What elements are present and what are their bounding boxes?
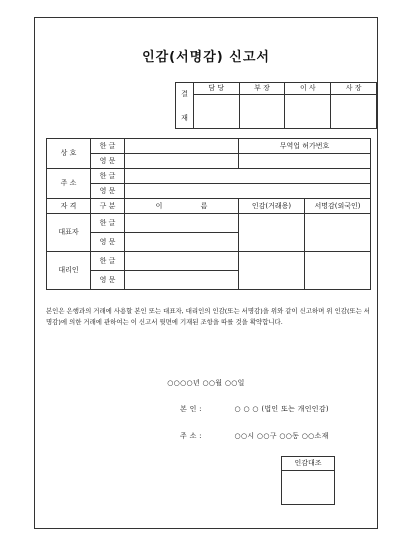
seal-check-box[interactable] <box>281 456 335 505</box>
approval-stamp-director[interactable] <box>285 95 331 129</box>
address-korean-field[interactable] <box>125 169 371 184</box>
agent-signature-field[interactable] <box>305 252 371 290</box>
approval-label-bottom: 재 <box>181 113 188 122</box>
license-number-label: 무역업 허가번호 <box>239 139 371 154</box>
form-title: 인감(서명감) 신고서 <box>142 50 270 65</box>
trade-name-label: 상 호 <box>47 139 91 169</box>
agent-seal-field[interactable] <box>239 252 305 290</box>
approval-col-manager: 부 장 <box>239 83 285 95</box>
approval-col-director: 이 사 <box>285 83 331 95</box>
address-korean-label: 한 글 <box>91 169 125 184</box>
submission-date: ○○○○년 ○○월 ○○일 <box>167 379 245 387</box>
address-english-label: 영 문 <box>91 184 125 199</box>
approval-label-top: 결 <box>181 89 188 98</box>
representative-english-label: 영 문 <box>91 233 125 252</box>
trade-name-korean-field[interactable] <box>125 139 239 154</box>
license-number-field[interactable] <box>239 154 371 169</box>
principal-label: 본 인 : <box>180 405 202 413</box>
signer-address-label: 주 소 : <box>180 432 202 440</box>
address-english-field[interactable] <box>125 184 371 199</box>
consent-notice: 본인은 은행과의 거래에 사용할 본인 또는 대표자, 대리인의 인감(또는 서명감)을 위와 같이 신고하며 위 인감(또는 서명감)에 의한 거래에 관하여는 이 신고서 뒷면에 기재된 조항을 따를 것을 확약합니다. <box>46 307 370 326</box>
seal-check-label: 인감대조 <box>282 457 334 471</box>
approval-col-staff: 담 당 <box>193 83 239 95</box>
agent-english-name-field[interactable] <box>125 271 239 290</box>
representative-seal-field[interactable] <box>239 214 305 252</box>
signer-address-value: ○○시 ○○구 ○○동 ○○소재 <box>234 432 329 440</box>
trade-name-english-field[interactable] <box>125 154 239 169</box>
signer-address-line <box>180 431 329 441</box>
approval-side-label <box>176 83 194 129</box>
trade-name-korean-label: 한 글 <box>91 139 125 154</box>
registration-table <box>46 138 371 290</box>
agent-label: 대리인 <box>47 252 91 290</box>
approval-col-president: 사 장 <box>331 83 377 95</box>
seal-trade-header: 인감(거래용) <box>239 199 305 214</box>
trade-name-english-label: 영 문 <box>91 154 125 169</box>
agent-korean-label: 한 글 <box>91 252 125 271</box>
approval-stamp-president[interactable] <box>331 95 377 129</box>
report-form-page <box>34 17 378 529</box>
approval-stamp-manager[interactable] <box>239 95 285 129</box>
principal-line <box>180 404 329 414</box>
address-label: 주 소 <box>47 169 91 199</box>
principal-value: ○ ○ ○ (법인 또는 개인인감) <box>234 405 329 413</box>
agent-english-label: 영 문 <box>91 271 125 290</box>
representative-korean-label: 한 글 <box>91 214 125 233</box>
signature-foreign-header: 서명감(외국인) <box>305 199 371 214</box>
agent-korean-name-field[interactable] <box>125 252 239 271</box>
representative-english-name-field[interactable] <box>125 233 239 252</box>
approval-stamp-staff[interactable] <box>193 95 239 129</box>
name-header: 이 름 <box>125 199 239 214</box>
qualification-header: 자 격 <box>47 199 91 214</box>
representative-label: 대표자 <box>47 214 91 252</box>
representative-signature-field[interactable] <box>305 214 371 252</box>
category-header: 구 분 <box>91 199 125 214</box>
representative-korean-name-field[interactable] <box>125 214 239 233</box>
approval-table <box>175 82 377 129</box>
